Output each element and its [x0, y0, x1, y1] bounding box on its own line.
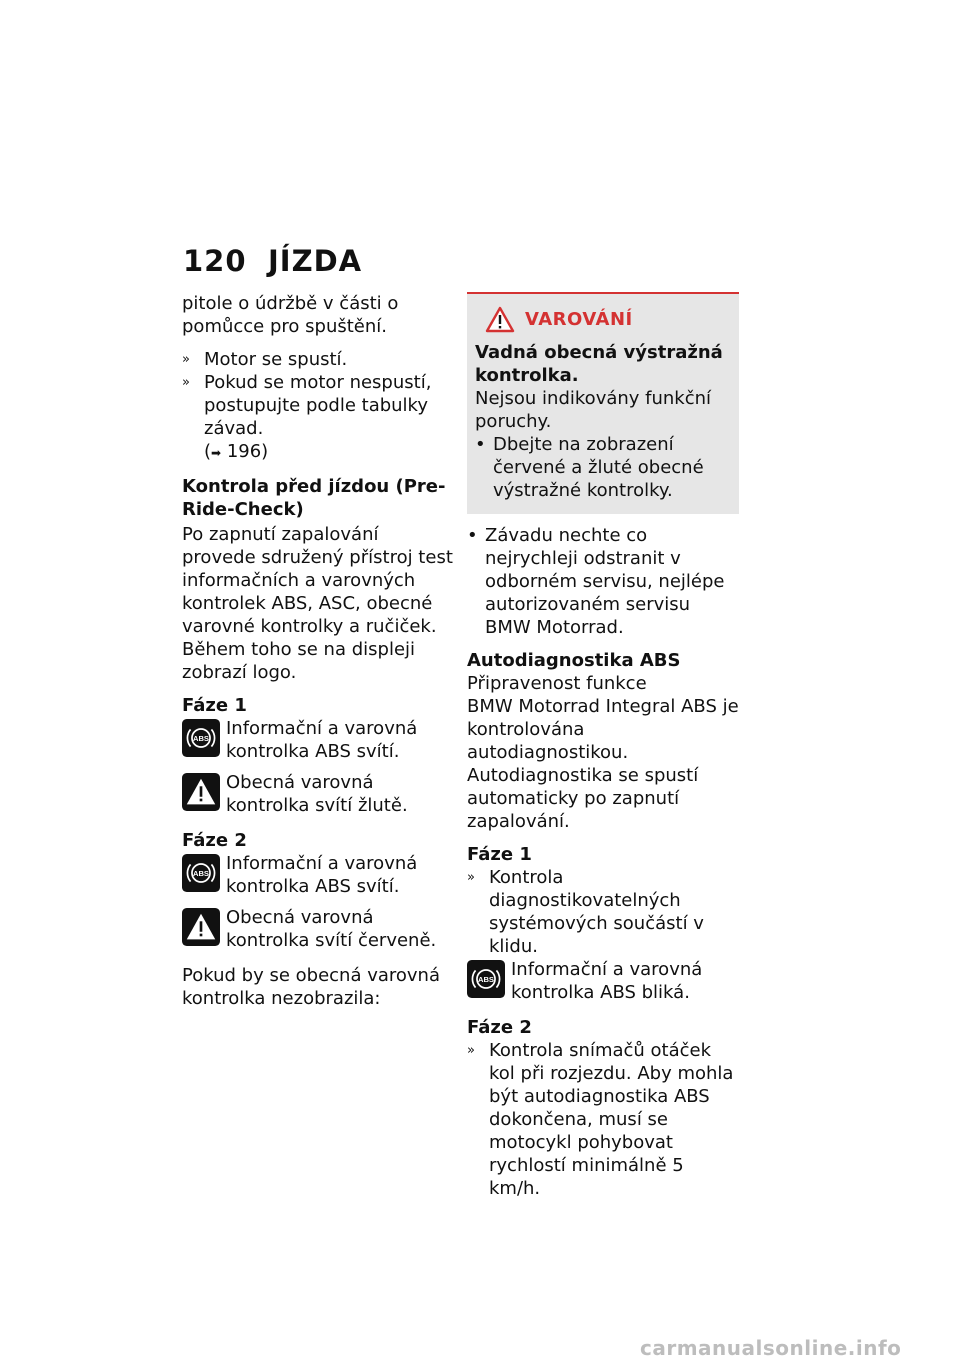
phase-title: Fáze 2 [182, 830, 247, 851]
left-column [182, 292, 454, 1020]
section-heading: Autodiagnostika ABS [467, 650, 681, 671]
page-reference[interactable]: 196) [221, 441, 269, 462]
page-reference-arrow-icon: ➡ [211, 446, 222, 460]
page-number: 120 [183, 244, 247, 278]
watermark: carmanualsonline.info [640, 1336, 902, 1360]
abs-warning-icon [182, 719, 220, 757]
lamp-description: Obecná varovná kontrolka svítí žlutě. [226, 772, 408, 816]
abs-warning-icon [182, 854, 220, 892]
lamp-row [182, 717, 454, 763]
phase-title: Fáze 1 [467, 844, 532, 865]
intro-text: pitole o údržbě v části o pomůcce pro spuštění. [182, 293, 399, 337]
step-item: » Motor se spustí. [182, 348, 454, 371]
lamp-row [182, 771, 454, 817]
paragraph: Po zapnutí zapalování provede sdružený přístroj test informačních a varovných kontrolek ABS, ASC, obecné varovné kontrolky a ručiček. Během toho se na displeji zobrazí logo. [182, 524, 453, 683]
page-header [183, 244, 362, 278]
bullet-item: • Závadu nechte co nejrychleji odstranit v odborném servisu, nejlépe autorizovaném servisu BMW Motorrad. [467, 524, 739, 639]
warning-title: VAROVÁNÍ [525, 309, 633, 330]
lamp-row [182, 852, 454, 898]
paragraph: BMW Motorrad Integral ABS je kontrolována autodiagnostikou. Autodiagnostika se spustí automaticky po zapnutí zapalování. [467, 696, 739, 832]
general-warning-icon [182, 773, 220, 811]
step-item: » Kontrola snímačů otáček kol při rozjezdu. Aby mohla být autodiagnostika ABS dokončena, musí se motocykl pohybovat rychlostí minimálně 5 km/h. [467, 1039, 739, 1200]
warning-header [475, 306, 729, 333]
lamp-row [467, 958, 739, 1004]
step-item: » Kontrola diagnostikovatelných systémových součástí v klidu. [467, 866, 739, 958]
step-item: » Pokud se motor nespustí, postupujte podle tabulky závad. (➡ 196) [182, 371, 454, 465]
closing-text: Pokud by se obecná varovná kontrolka nezobrazila: [182, 965, 440, 1009]
lamp-row [182, 906, 454, 952]
warning-triangle-icon [485, 306, 515, 333]
lamp-description: Informační a varovná kontrolka ABS svítí. [226, 718, 418, 762]
phase-title: Fáze 1 [182, 695, 247, 716]
subheading: Připravenost funkce [467, 673, 647, 694]
warning-bullet: • Dbejte na zobrazení červené a žluté obecné výstražné kontrolky. [475, 433, 729, 502]
warning-text: Nejsou indikovány funkční poruchy. [475, 388, 712, 432]
right-column [467, 292, 739, 1200]
phase-title: Fáze 2 [467, 1017, 532, 1038]
section-title: JÍZDA [268, 244, 363, 278]
section-heading: Kontrola před jízdou (Pre-Ride-Check) [182, 476, 446, 520]
lamp-description: Informační a varovná kontrolka ABS svítí. [226, 853, 418, 897]
lamp-description: Obecná varovná kontrolka svítí červeně. [226, 907, 437, 951]
lamp-description: Informační a varovná kontrolka ABS bliká. [511, 959, 703, 1003]
warning-heading: Vadná obecná výstražná kontrolka. [475, 342, 723, 386]
warning-box [467, 292, 739, 514]
general-warning-icon [182, 908, 220, 946]
abs-warning-icon [467, 960, 505, 998]
